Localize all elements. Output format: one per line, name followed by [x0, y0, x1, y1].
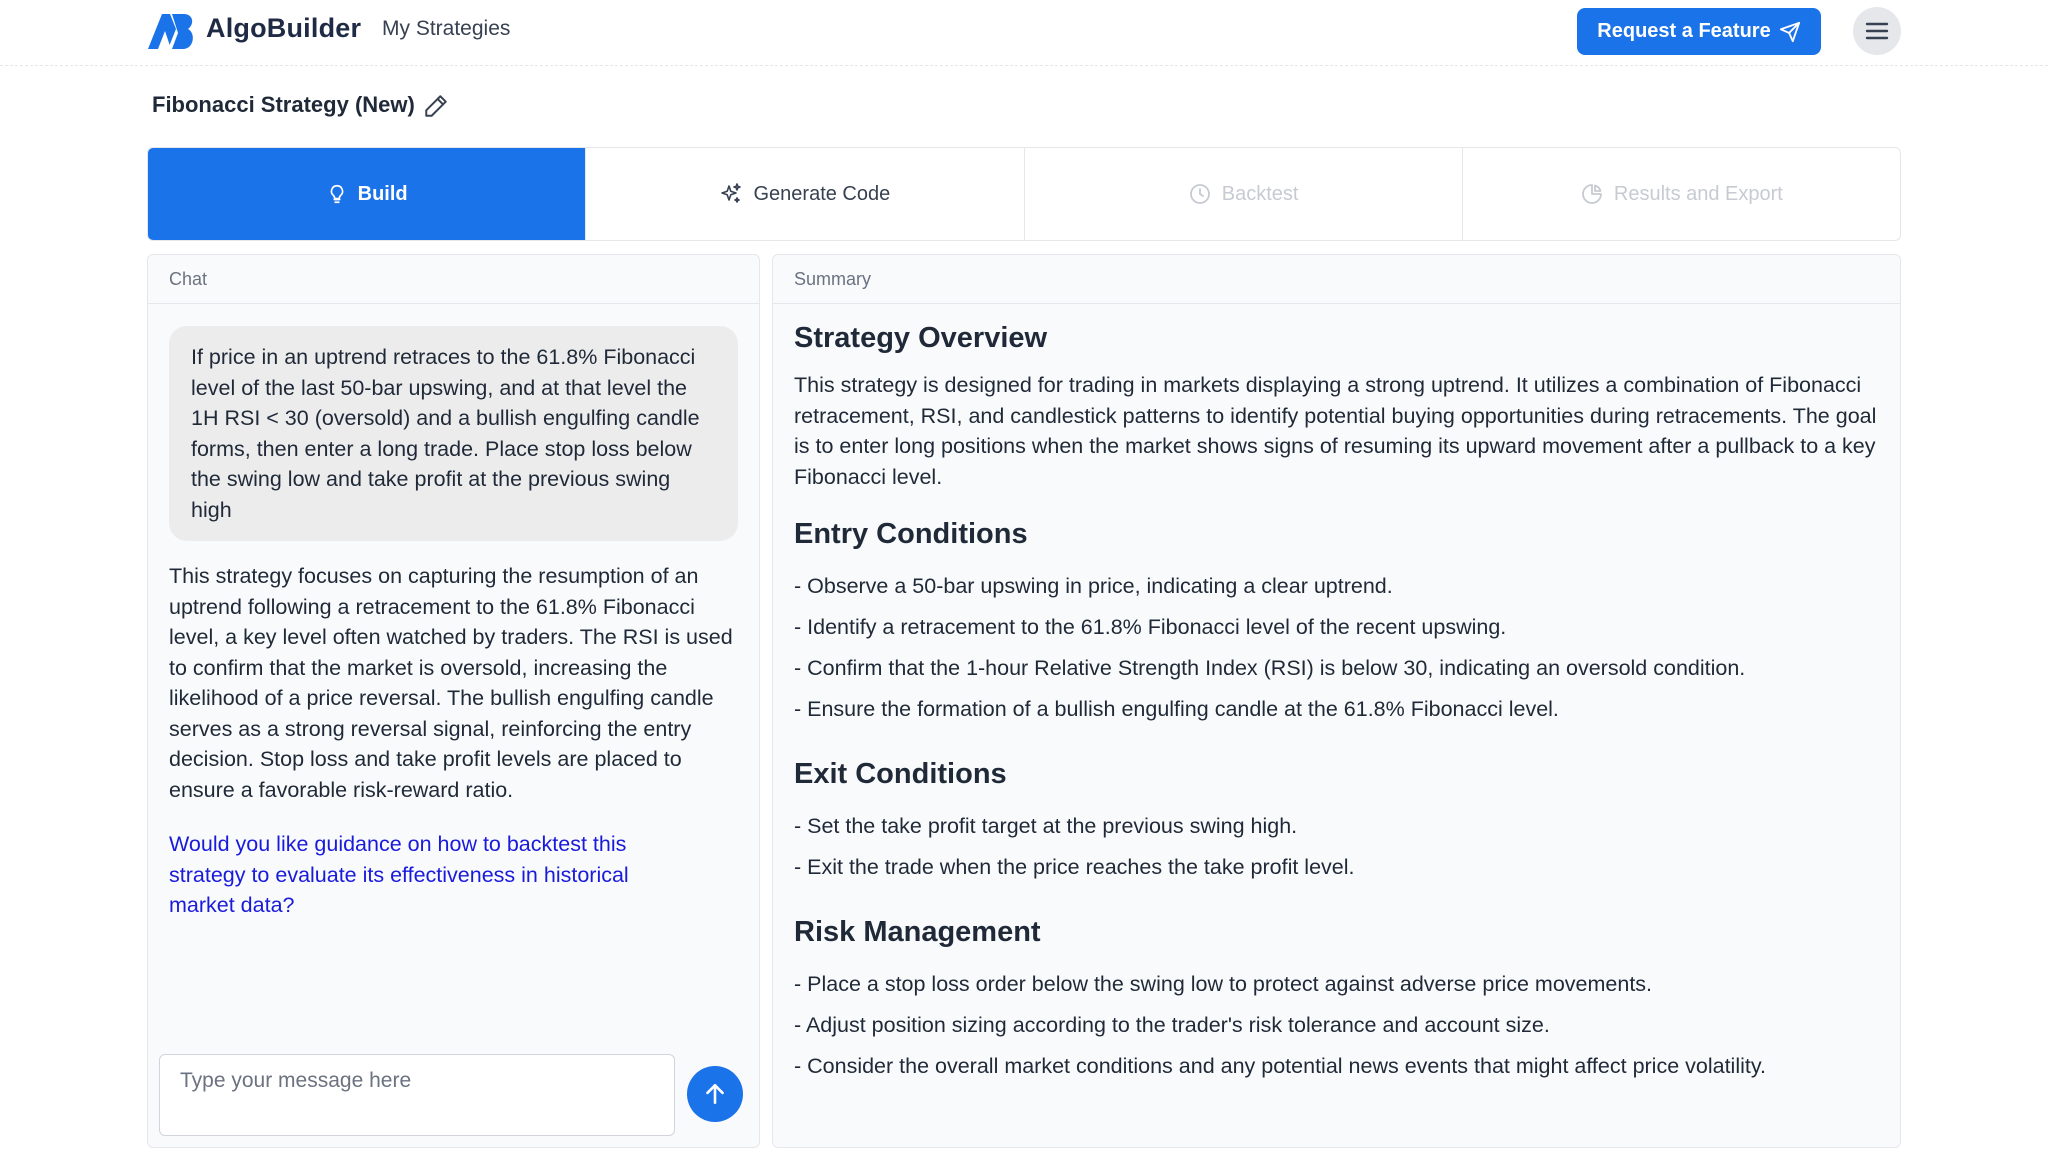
assistant-message: This strategy focuses on capturing the resumption of an uptrend following a retracement to the 61.8% Fibonacci level, a key level often watched by traders. The RSI is used to confirm that the market is oversold, increasing the likelihood of a price reversal. The bullish engulfing candle serves as a strong reversal signal, reinforcing the entry decision. Stop loss and take profit levels are placed to ensure a favorable risk-reward ratio. [169, 564, 733, 802]
clock-icon [1188, 182, 1212, 206]
tab-generate-code[interactable] [586, 148, 1024, 240]
list-item: - Ensure the formation of a bullish engulfing candle at the 61.8% Fibonacci level. [794, 697, 1559, 721]
summary-panel-header: Summary [773, 255, 1900, 304]
request-feature-button[interactable] [1577, 8, 1821, 55]
list-item: - Exit the trade when the price reaches the take profit level. [794, 855, 1355, 879]
arrow-up-icon [702, 1081, 728, 1107]
pie-chart-icon [1580, 182, 1604, 206]
tab-results-label: Results and Export [1613, 182, 1783, 205]
tab-build[interactable] [148, 148, 586, 240]
chat-panel-header: Chat [148, 255, 759, 304]
list-item: - Identify a retracement to the 61.8% Fibonacci level of the recent upswing. [794, 615, 1507, 639]
summary-panel [772, 254, 1901, 1148]
list-item: - Consider the overall market conditions and any potential news events that might affect price volatility. [794, 1054, 1766, 1078]
list-item: - Observe a 50-bar upswing in price, indicating a clear uptrend. [794, 574, 1393, 598]
list-item: - Set the take profit target at the previous swing high. [794, 814, 1298, 838]
brand-name[interactable]: AlgoBuilder [206, 13, 362, 43]
sparkles-icon [719, 182, 743, 206]
chat-message-input[interactable] [159, 1054, 675, 1136]
hamburger-menu-icon [1864, 20, 1890, 42]
tab-build-label: Build [357, 182, 408, 205]
summary-content [794, 318, 1884, 1111]
pencil-edit-icon[interactable] [423, 93, 449, 119]
request-feature-label: Request a Feature [1597, 20, 1771, 42]
tab-results-and-export[interactable] [1463, 148, 1900, 240]
risk-management-list [794, 964, 1884, 1087]
assistant-followup-question[interactable]: Would you like guidance on how to backtest this strategy to evaluate its effectiveness in historical market data? [169, 832, 629, 917]
section-title-overview: Strategy Overview [794, 322, 1048, 354]
tab-backtest[interactable] [1025, 148, 1463, 240]
list-item: - Adjust position sizing according to the trader's risk tolerance and account size. [794, 1013, 1550, 1037]
nav-my-strategies[interactable]: My Strategies [382, 17, 511, 40]
chat-panel [147, 254, 760, 1148]
entry-conditions-list [794, 566, 1884, 730]
list-item: - Place a stop loss order below the swing low to protect against adverse price movements. [794, 972, 1653, 996]
top-bar [0, 0, 2048, 66]
tab-generate-code-label: Generate Code [753, 182, 891, 205]
list-item: - Confirm that the 1-hour Relative Strength Index (RSI) is below 30, indicating an oversold condition. [794, 656, 1746, 680]
user-message-bubble: If price in an uptrend retraces to the 61.8% Fibonacci level of the last 50-bar upswing, and at that level the 1H RSI < 30 (oversold) and a bullish engulfing candle forms, then enter a long trade. Place stop loss below the swing low and take profit at the previous swing high [169, 326, 738, 541]
tab-backtest-label: Backtest [1221, 182, 1299, 205]
workflow-tabs [147, 147, 1901, 241]
strategy-title: Fibonacci Strategy (New) [152, 92, 415, 117]
section-title-risk: Risk Management [794, 916, 1041, 948]
section-title-exit: Exit Conditions [794, 758, 1007, 790]
lightbulb-icon [326, 182, 348, 206]
send-plane-icon [1779, 21, 1801, 43]
hamburger-menu-button[interactable] [1853, 7, 1901, 55]
overview-paragraph: This strategy is designed for trading in markets displaying a strong uptrend. It utilizes a combination of Fibonacci retracement, RSI, and candlestick patterns to identify potential buying opportunities during retracements. The goal is to enter long positions when the market shows signs of resuming its upward movement after a pullback to a key Fibonacci level. [794, 373, 1877, 489]
section-title-entry: Entry Conditions [794, 518, 1028, 550]
exit-conditions-list [794, 806, 1884, 888]
send-message-button[interactable] [687, 1066, 743, 1122]
algobuilder-logo-icon[interactable] [146, 11, 196, 51]
